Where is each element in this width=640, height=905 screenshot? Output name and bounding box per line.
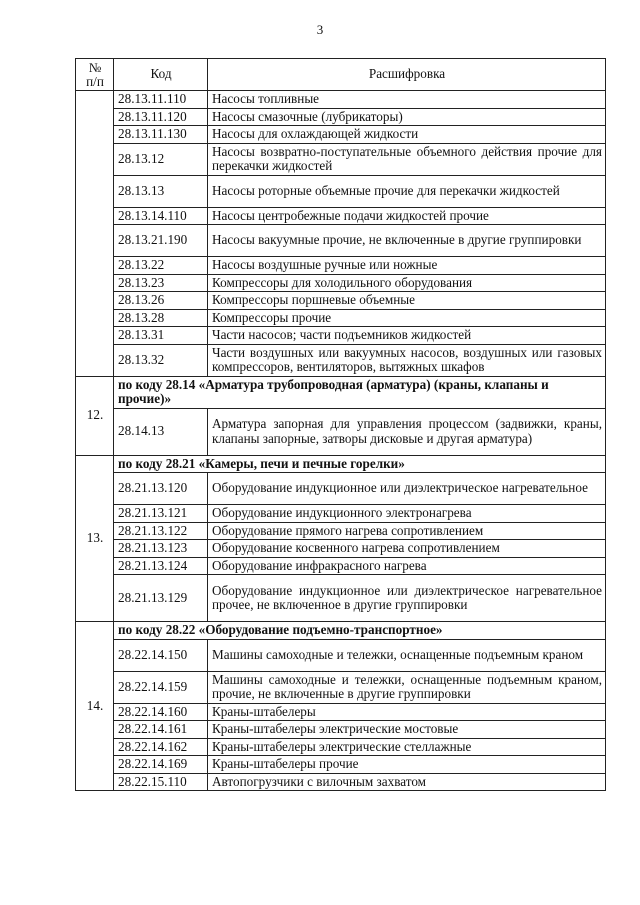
table-row bbox=[76, 126, 606, 144]
header-code: Код bbox=[114, 59, 208, 91]
desc-cell: Части насосов; части подъемников жидкостей bbox=[208, 327, 606, 345]
row-number: 13. bbox=[76, 455, 114, 622]
code-cell: 28.13.12 bbox=[114, 143, 208, 175]
table-row bbox=[76, 143, 606, 175]
table-row bbox=[76, 639, 606, 671]
desc-cell: Автопогрузчики с вилочным захватом bbox=[208, 773, 606, 791]
table-row bbox=[76, 671, 606, 703]
table-row bbox=[76, 738, 606, 756]
code-cell: 28.13.14.110 bbox=[114, 207, 208, 225]
table-row bbox=[76, 327, 606, 345]
code-cell: 28.13.11.120 bbox=[114, 108, 208, 126]
desc-cell: Насосы воздушные ручные или ножные bbox=[208, 257, 606, 275]
desc-cell: Компрессоры прочие bbox=[208, 309, 606, 327]
desc-cell: Компрессоры для холодильного оборудования bbox=[208, 274, 606, 292]
desc-cell: Насосы топливные bbox=[208, 91, 606, 109]
code-cell: 28.22.14.169 bbox=[114, 756, 208, 774]
group-row bbox=[76, 376, 606, 408]
header-desc: Расшифровка bbox=[208, 59, 606, 91]
code-cell: 28.21.13.124 bbox=[114, 557, 208, 575]
table-row bbox=[76, 292, 606, 310]
group-row bbox=[76, 455, 606, 473]
group-heading: по коду 28.22 «Оборудование подъемно-транспортное» bbox=[114, 622, 606, 640]
table-row bbox=[76, 557, 606, 575]
desc-cell: Оборудование индукционного электронагрева bbox=[208, 505, 606, 523]
table-row bbox=[76, 505, 606, 523]
table-row bbox=[76, 344, 606, 376]
codes-table bbox=[75, 58, 606, 791]
code-cell: 28.22.14.159 bbox=[114, 671, 208, 703]
code-cell: 28.22.14.150 bbox=[114, 639, 208, 671]
row-number: 12. bbox=[76, 376, 114, 455]
code-cell: 28.21.13.122 bbox=[114, 522, 208, 540]
table-row bbox=[76, 175, 606, 207]
code-cell: 28.13.31 bbox=[114, 327, 208, 345]
code-cell: 28.21.13.123 bbox=[114, 540, 208, 558]
desc-cell: Насосы роторные объемные прочие для перекачки жидкостей bbox=[208, 175, 606, 207]
code-cell: 28.13.11.110 bbox=[114, 91, 208, 109]
code-cell: 28.22.15.110 bbox=[114, 773, 208, 791]
desc-cell: Компрессоры поршневые объемные bbox=[208, 292, 606, 310]
group-row bbox=[76, 622, 606, 640]
desc-cell: Машины самоходные и тележки, оснащенные подъемным краном, прочие, не включенные в другие группировки bbox=[208, 671, 606, 703]
table-row bbox=[76, 408, 606, 455]
code-cell: 28.13.13 bbox=[114, 175, 208, 207]
table-row bbox=[76, 274, 606, 292]
table-row bbox=[76, 522, 606, 540]
code-cell: 28.22.14.161 bbox=[114, 721, 208, 739]
desc-cell: Оборудование прямого нагрева сопротивлением bbox=[208, 522, 606, 540]
desc-cell: Оборудование косвенного нагрева сопротивлением bbox=[208, 540, 606, 558]
code-cell: 28.13.28 bbox=[114, 309, 208, 327]
desc-cell: Оборудование индукционное или диэлектрическое нагревательное прочее, не включенное в другие группировки bbox=[208, 575, 606, 622]
desc-cell: Краны-штабелеры электрические мостовые bbox=[208, 721, 606, 739]
desc-cell: Оборудование индукционное или диэлектрическое нагревательное bbox=[208, 473, 606, 505]
code-cell: 28.13.26 bbox=[114, 292, 208, 310]
desc-cell: Машины самоходные и тележки, оснащенные подъемным краном bbox=[208, 639, 606, 671]
table-row bbox=[76, 108, 606, 126]
desc-cell: Арматура запорная для управления процессом (задвижки, краны, клапаны запорные, затворы дисковые и другая арматура) bbox=[208, 408, 606, 455]
code-cell: 28.13.21.190 bbox=[114, 225, 208, 257]
table-header bbox=[76, 59, 606, 91]
row-number: 14. bbox=[76, 622, 114, 791]
table-row bbox=[76, 703, 606, 721]
code-cell: 28.13.32 bbox=[114, 344, 208, 376]
header-num-line2: п/п bbox=[86, 73, 104, 89]
desc-cell: Краны-штабелеры прочие bbox=[208, 756, 606, 774]
table-row bbox=[76, 575, 606, 622]
table-row bbox=[76, 721, 606, 739]
code-cell: 28.14.13 bbox=[114, 408, 208, 455]
code-cell: 28.22.14.162 bbox=[114, 738, 208, 756]
desc-cell: Оборудование инфракрасного нагрева bbox=[208, 557, 606, 575]
header-num-line1: № bbox=[88, 59, 102, 75]
table-row bbox=[76, 473, 606, 505]
desc-cell: Насосы для охлаждающей жидкости bbox=[208, 126, 606, 144]
code-cell: 28.13.11.130 bbox=[114, 126, 208, 144]
code-cell: 28.13.22 bbox=[114, 257, 208, 275]
header-num bbox=[76, 59, 114, 91]
table-row bbox=[76, 91, 606, 109]
table-row bbox=[76, 756, 606, 774]
group-heading: по коду 28.21 «Камеры, печи и печные горелки» bbox=[114, 455, 606, 473]
group-heading: по коду 28.14 «Арматура трубопроводная (арматура) (краны, клапаны и прочие)» bbox=[114, 376, 606, 408]
code-cell: 28.21.13.120 bbox=[114, 473, 208, 505]
desc-cell: Насосы вакуумные прочие, не включенные в другие группировки bbox=[208, 225, 606, 257]
desc-cell: Части воздушных или вакуумных насосов, воздушных или газовых компрессоров, вентиляторов, вытяжных шкафов bbox=[208, 344, 606, 376]
desc-cell: Насосы смазочные (лубрикаторы) bbox=[208, 108, 606, 126]
table-row bbox=[76, 257, 606, 275]
page-number: 3 bbox=[316, 22, 324, 37]
code-cell: 28.22.14.160 bbox=[114, 703, 208, 721]
desc-cell: Краны-штабелеры электрические стеллажные bbox=[208, 738, 606, 756]
code-cell: 28.13.23 bbox=[114, 274, 208, 292]
code-cell: 28.21.13.129 bbox=[114, 575, 208, 622]
desc-cell: Насосы возвратно-поступательные объемного действия прочие для перекачки жидкостей bbox=[208, 143, 606, 175]
desc-cell: Краны-штабелеры bbox=[208, 703, 606, 721]
desc-cell: Насосы центробежные подачи жидкостей прочие bbox=[208, 207, 606, 225]
code-cell: 28.21.13.121 bbox=[114, 505, 208, 523]
table-row bbox=[76, 207, 606, 225]
table-row bbox=[76, 540, 606, 558]
table-row bbox=[76, 773, 606, 791]
table-row bbox=[76, 225, 606, 257]
row-number bbox=[76, 91, 114, 377]
table-row bbox=[76, 309, 606, 327]
